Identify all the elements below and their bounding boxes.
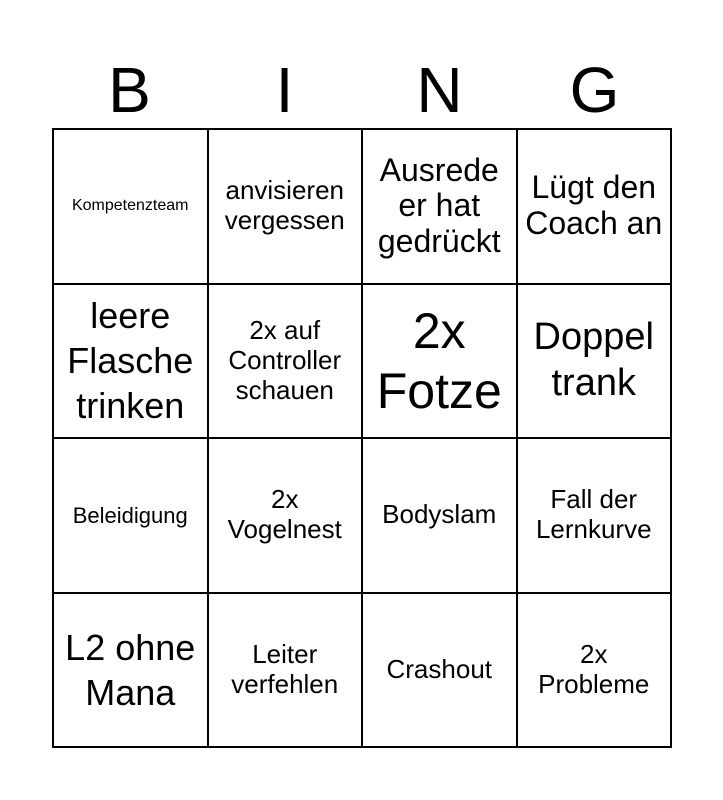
- cell-label: Bodyslam: [382, 499, 497, 530]
- cell-label: 2x Vogelnest: [227, 484, 342, 545]
- cell-label: leere Flasche trinken: [67, 295, 194, 427]
- bingo-cell[interactable]: [54, 439, 209, 594]
- cell-label: Doppel trank: [533, 316, 654, 404]
- bingo-cell[interactable]: [363, 594, 518, 749]
- cell-label: Leiter verfehlen: [231, 638, 339, 699]
- bingo-header: [52, 52, 672, 128]
- cell-label: Beleidigung: [72, 502, 188, 528]
- header-letter-g: G: [569, 54, 620, 126]
- cell-label: Fall der Lernkurve: [535, 484, 652, 545]
- cell-label: Ausrede er hat gedrückt: [377, 151, 501, 260]
- bingo-cell[interactable]: [54, 594, 209, 749]
- bingo-cell[interactable]: [209, 285, 364, 440]
- bingo-cell[interactable]: [209, 594, 364, 749]
- bingo-cell[interactable]: [54, 285, 209, 440]
- header-letter-i: I: [275, 54, 294, 126]
- cell-label: anvisieren vergessen: [224, 175, 345, 236]
- bingo-cell[interactable]: [209, 439, 364, 594]
- cell-label: 2x Fotze: [376, 302, 502, 419]
- cell-label: 2x Probleme: [538, 638, 650, 699]
- cell-label: Kompetenzteam: [71, 197, 189, 215]
- bingo-cell[interactable]: [518, 130, 673, 285]
- cell-label: L2 ohne Mana: [65, 626, 196, 713]
- bingo-cell[interactable]: [518, 439, 673, 594]
- cell-label: Crashout: [386, 653, 492, 684]
- cell-label: Lügt den Coach an: [525, 169, 663, 242]
- bingo-cell[interactable]: [363, 285, 518, 440]
- bingo-cell[interactable]: [363, 439, 518, 594]
- bingo-cell[interactable]: [518, 285, 673, 440]
- bingo-cell[interactable]: [518, 594, 673, 749]
- bingo-cell[interactable]: [363, 130, 518, 285]
- bingo-cell[interactable]: [209, 130, 364, 285]
- cell-label: 2x auf Controller schauen: [228, 314, 342, 405]
- bingo-cell[interactable]: [54, 130, 209, 285]
- header-letter-b: B: [108, 54, 151, 126]
- header-letter-n: N: [416, 54, 463, 126]
- bingo-board: [52, 128, 672, 748]
